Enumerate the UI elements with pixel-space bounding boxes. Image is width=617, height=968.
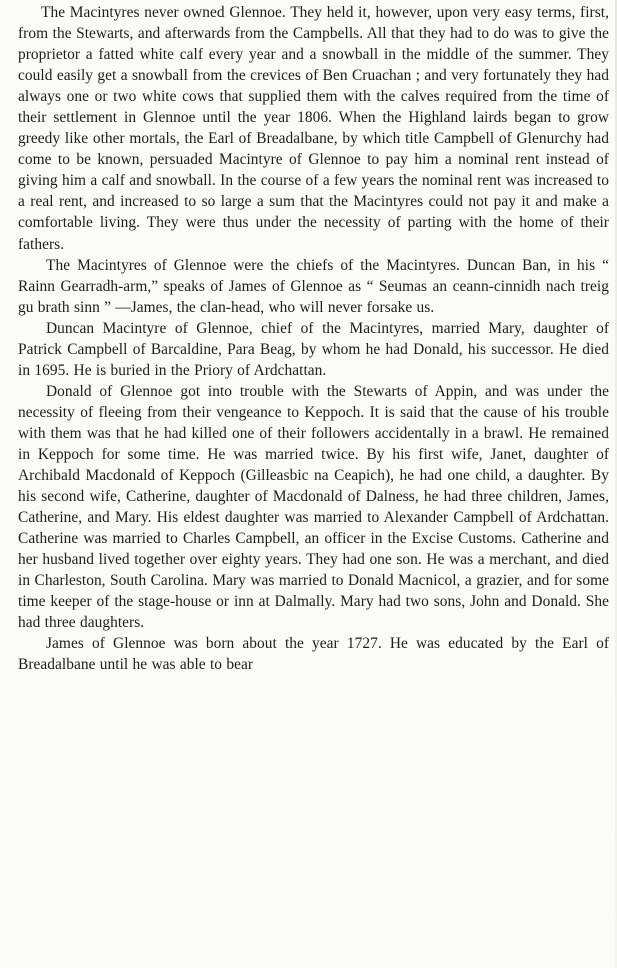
paragraph-donald-of-glennoe: Donald of Glennoe got into trouble with the Stewarts of Appin, and was under the necessity of fleeing from their vengeance to Keppoch. It is said that the cause of his trouble with them was that he had killed one of their followers accidentally in a brawl. He remained in Keppoch for some time. He was married twice. By his first wife, Janet, daughter of Archibald Macdonald of Keppoch (Gilleasbic na Ceapich), he had one child, a daughter. By his second wife, Catherine, daughter of Macdonald of Dalness, he had three children, James, Catherine, and Mary. His eldest daughter was married to Alexander Campbell of Ardchattan. Catherine was married to Charles Campbell, an officer in the Excise Customs. Catherine and her husband lived together over eighty years. They had one son. He was a merchant, and died in Charleston, South Carolina. Mary was married to Donald Macnicol, a grazier, and for some time keeper of the stage-house or inn at Dalmally. Mary had two sons, John and Donald. She had three daughters.	[18, 382, 609, 632]
paragraph-chiefs-of-macintyres: The Macintyres of Glennoe were the chiefs of the Macintyres. Duncan Ban, in his “ Rainn Gearradh-arm,” speaks of James of Glennoe as “ Seumas an ceann-cinnidh nach treig gu brath sinn ” —James, the clan-head, who will never forsake us.	[18, 256, 609, 316]
paragraph-duncan-macintyre: Duncan Macintyre of Glennoe, chief of the Macintyres, married Mary, daughter of Patrick Campbell of Barcaldine, Para Beag, by whom he had Donald, his successor. He died in 1695. He is buried in the Priory of Ardchattan.	[18, 319, 609, 379]
paragraph-james-of-glennoe: James of Glennoe was born about the year 1727. He was educated by the Earl of Breadalbane until he was able to bear	[18, 635, 609, 674]
paragraph-glennoe-tenure: The Macintyres never owned Glennoe. They held it, however, upon very easy terms, first, from the Stewarts, and afterwards from the Campbells. All that they had to do was to give the proprietor a fatted white calf every year and a snowball in the middle of the summer. They could easily get a snowball from the crevices of Ben Cruachan ; and very fortunately they had always one or two white cows that supplied them with the calves required from the time of their settlement in Glennoe until the year 1806. When the Highland lairds began to grow greedy like other mortals, the Earl of Breadalbane, by which title Campbell of Glenurchy had come to be known, persuaded Macintyre of Glennoe to pay him a nominal rent instead of giving him a calf and snowball. In the course of a few years the nominal rent was increased to a real rent, and increased to so large a sum that the Macintyres could not pay it and make a comfortable living. They were thus under the necessity of parting with the home of their fathers.	[18, 4, 609, 253]
